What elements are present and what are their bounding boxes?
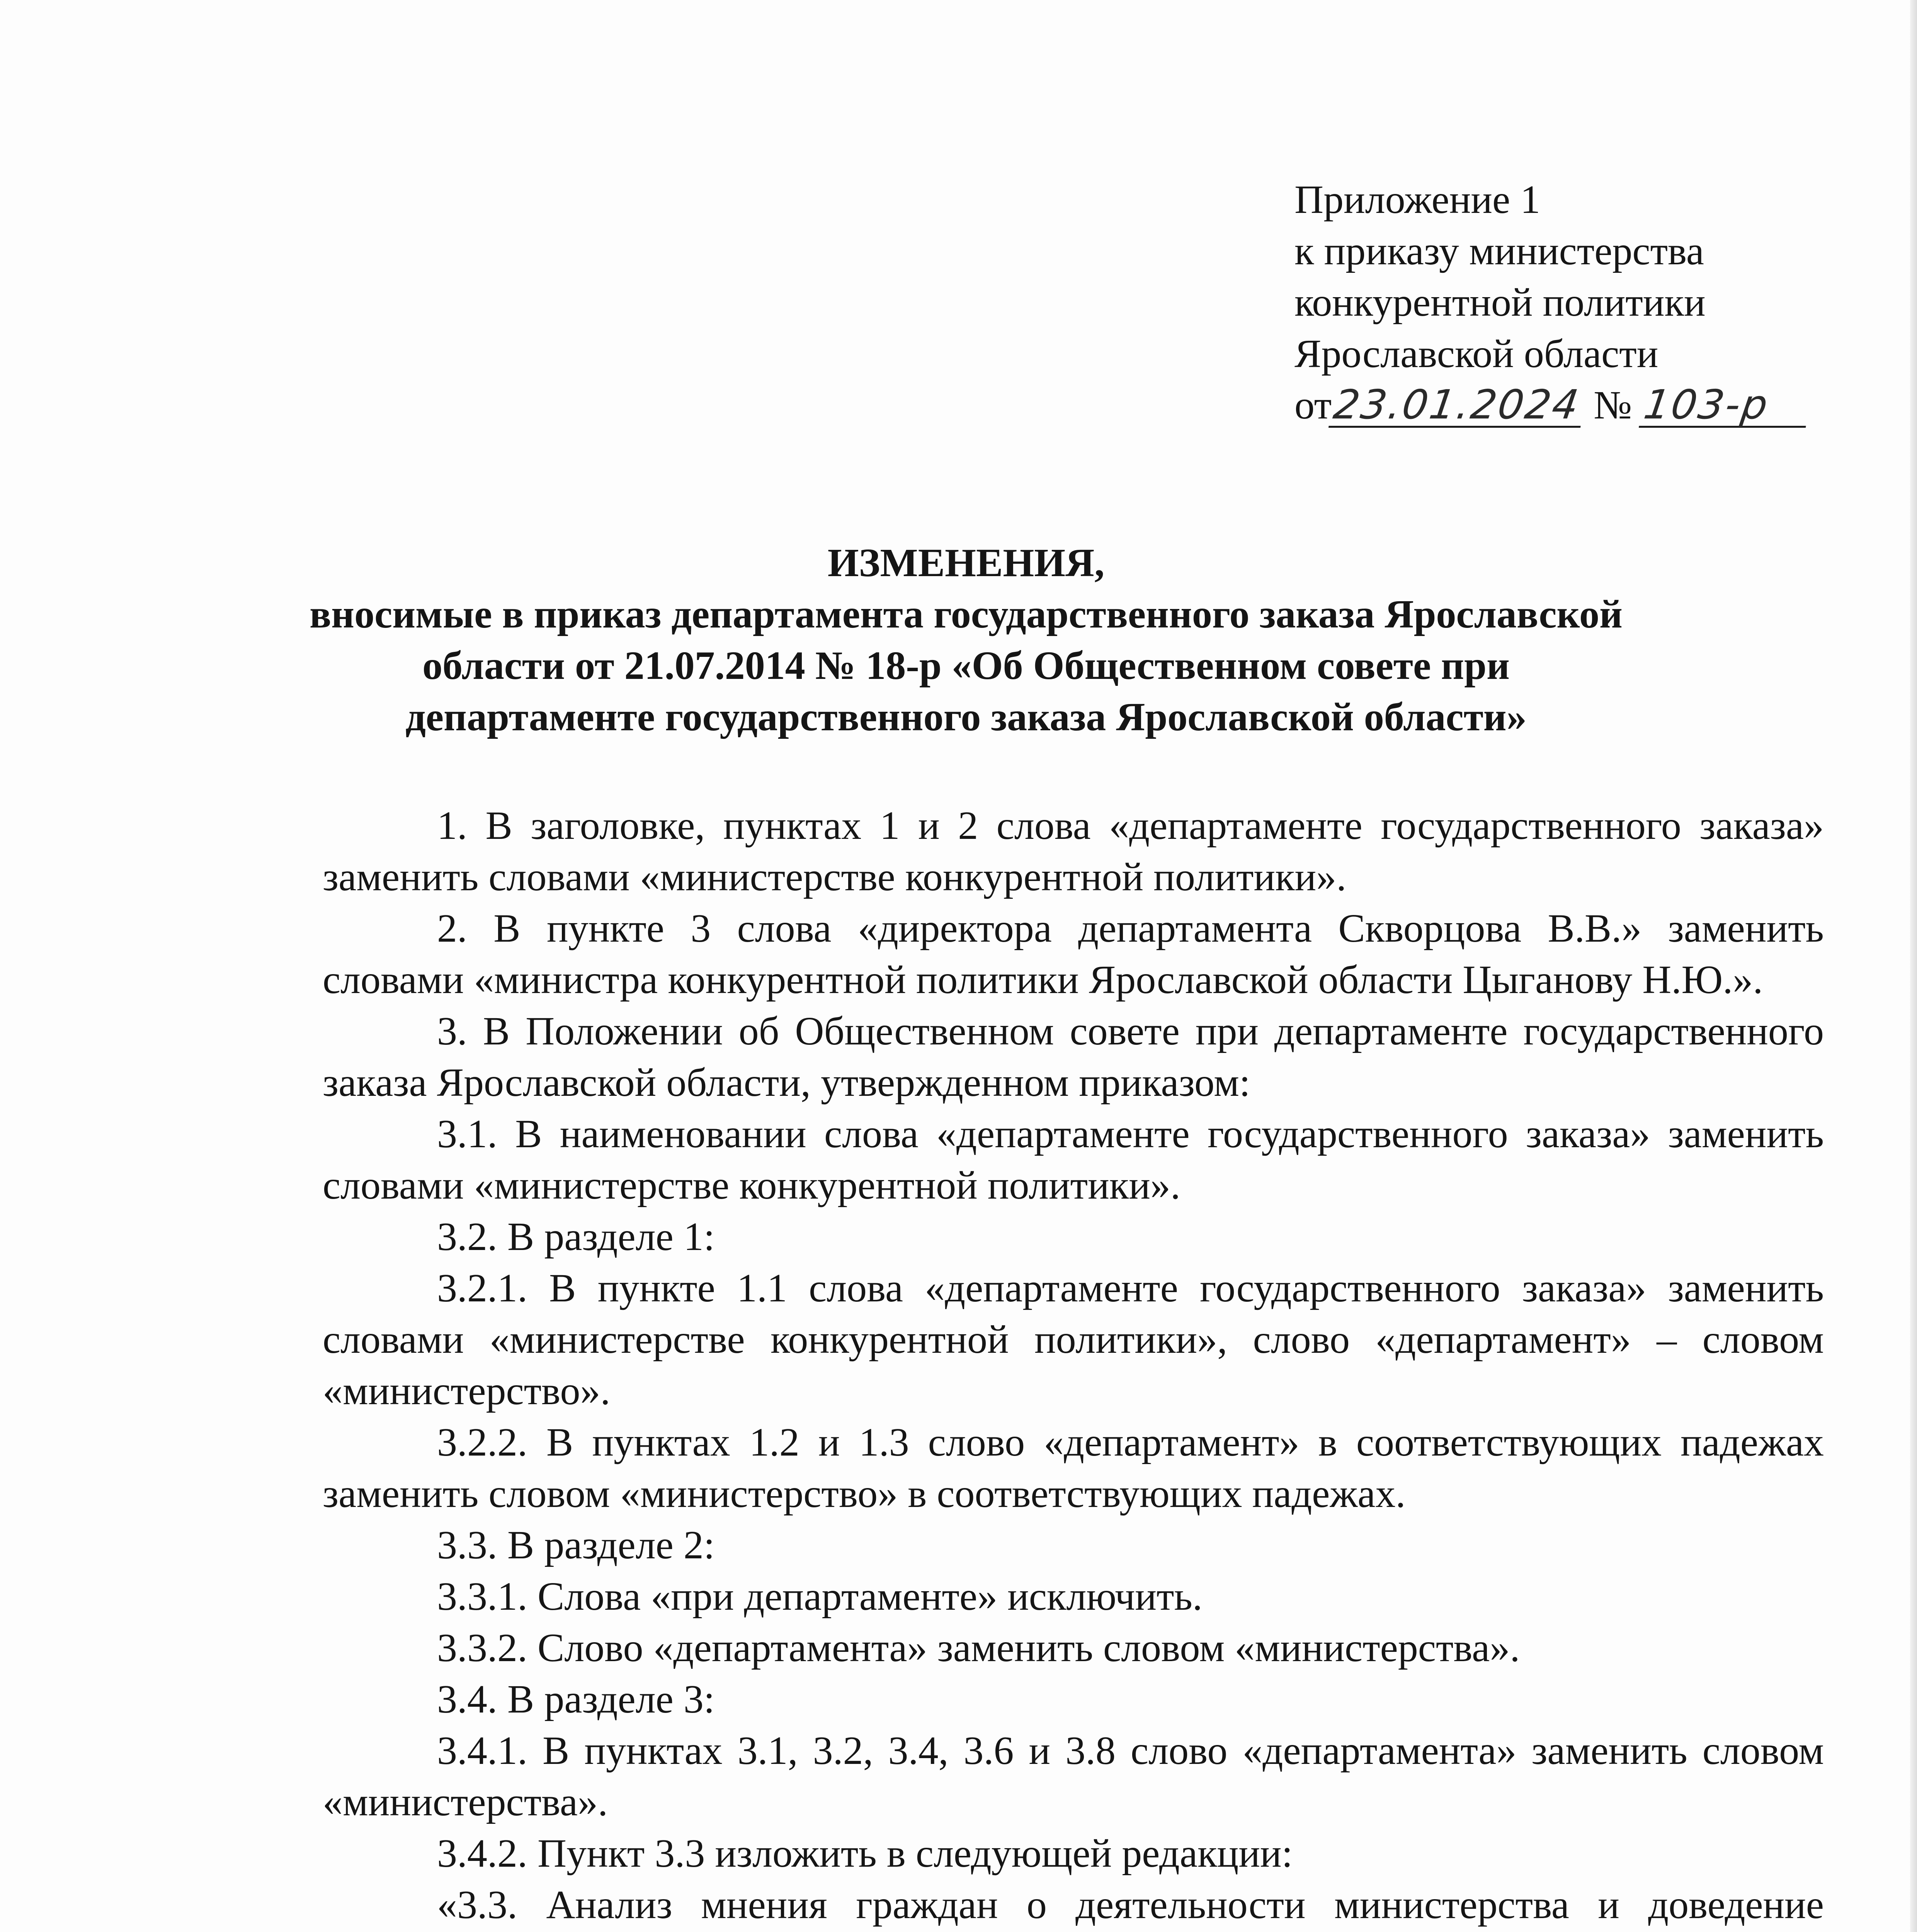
- document-body: [323, 800, 1824, 1932]
- number-sign: №: [1594, 383, 1632, 427]
- paragraph: 3.3.1. Слова «при департаменте» исключить.: [437, 1574, 1203, 1619]
- handwritten-number: 103-р: [1639, 383, 1812, 428]
- title-line-2: области от 21.07.2014 № 18-р «Об Общественном совете при: [422, 643, 1510, 688]
- document-title: [270, 537, 1662, 743]
- paragraph: 3.2.2. В пунктах 1.2 и 1.3 слово «департамент» в соответствующих падежах заменить словом «министерство» в соответствующих падежах.: [323, 1420, 1824, 1516]
- attachment-line-3: конкурентной политики: [1294, 280, 1706, 325]
- title-line-1: вносимые в приказ департамента государственного заказа Ярославской: [310, 592, 1623, 636]
- title-heading: ИЗМЕНЕНИЯ,: [827, 541, 1105, 585]
- paragraph: 3.4. В разделе 3:: [437, 1677, 715, 1721]
- paragraph: 3.2. В разделе 1:: [437, 1214, 715, 1259]
- paragraph: 3.2.1. В пункте 1.1 слова «департаменте государственного заказа» заменить словами «министерстве конкурентной политики», слово «департамент» – словом «министерство».: [323, 1266, 1824, 1413]
- handwritten-date: 23.01.2024: [1328, 383, 1587, 428]
- paragraph: 3.4.1. В пунктах 3.1, 3.2, 3.4, 3.6 и 3.8 слово «департамента» заменить словом «министерства».: [323, 1728, 1824, 1824]
- paragraph: 1. В заголовке, пунктах 1 и 2 слова «департаменте государственного заказа» заменить словами «министерстве конкурентной политики».: [323, 803, 1824, 899]
- paragraph: 3. В Положении об Общественном совете при департаменте государственного заказа Ярославской области, утвержденном приказом:: [323, 1009, 1824, 1105]
- paragraph: «3.3. Анализ мнения граждан о деятельности министерства и доведение: [437, 1883, 1824, 1927]
- scan-edge-shadow: [1910, 0, 1917, 1932]
- paragraph: 2. В пункте 3 слова «директора департамента Скворцова В.В.» заменить словами «министра конкурентной политики Ярославской области Цыганову Н.Ю.».: [323, 906, 1824, 1002]
- paragraph: 3.3.2. Слово «департамента» заменить словом «министерства».: [437, 1626, 1520, 1670]
- attachment-line-1: Приложение 1: [1294, 177, 1541, 222]
- paragraph: 3.3. В разделе 2:: [437, 1523, 715, 1567]
- attachment-line-2: к приказу министерства: [1294, 229, 1704, 273]
- attachment-date-line: [1294, 379, 1855, 431]
- paragraph: 3.1. В наименовании слова «департаменте государственного заказа» заменить словами «министерстве конкурентной политики».: [323, 1112, 1824, 1208]
- date-prefix: от: [1294, 383, 1332, 427]
- attachment-line-4: Ярославской области: [1294, 332, 1658, 376]
- paragraph: 3.4.2. Пункт 3.3 изложить в следующей редакции:: [437, 1831, 1293, 1876]
- title-line-3: департаменте государственного заказа Ярославской области»: [405, 695, 1527, 739]
- attachment-block: [1294, 174, 1855, 431]
